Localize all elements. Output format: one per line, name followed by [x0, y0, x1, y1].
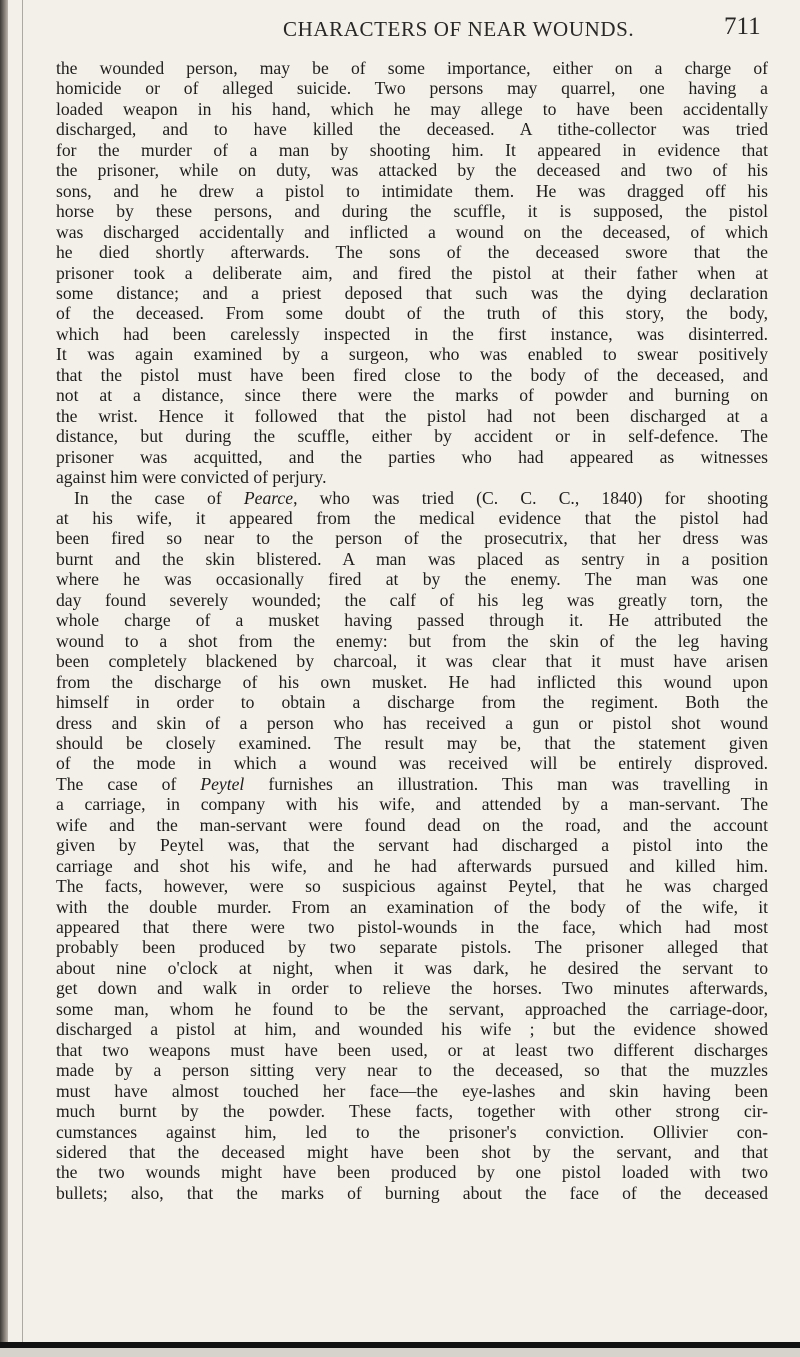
- text-line: The facts, however, were so suspicious against Peytel, that he was charged: [56, 876, 768, 897]
- body-text: [56, 58, 768, 1203]
- text-line: been fired so near to the person of the prosecutrix, that her dress was: [56, 528, 768, 549]
- text-line: prisoner took a deliberate aim, and fired the pistol at their father when at: [56, 262, 768, 283]
- text-line: wound to a shot from the enemy: but from the skin of the leg having: [56, 630, 768, 651]
- text-line: should be closely examined. The result may be, that the statement given: [56, 732, 768, 753]
- text-line: which had been carelessly inspected in the first instance, was disinterred.: [56, 323, 768, 344]
- text-line: much burnt by the powder. These facts, together with other strong cir-: [56, 1101, 768, 1122]
- text-line: sons, and he drew a pistol to intimidate them. He was dragged off his: [56, 180, 768, 201]
- text-line: discharged a pistol at him, and wounded his wife ; but the evidence showed: [56, 1019, 768, 1040]
- text-line: appeared that there were two pistol-wounds in the face, which had most: [56, 917, 768, 938]
- bottom-edge-shade: [0, 1348, 800, 1357]
- text-line: It was again examined by a surgeon, who was enabled to swear positively: [56, 344, 768, 365]
- text-line: some distance; and a priest deposed that such was the dying declaration: [56, 282, 768, 303]
- text-line: at his wife, it appeared from the medical evidence that the pistol had: [56, 507, 768, 528]
- text-line: wife and the man-servant were found dead on the road, and the account: [56, 814, 768, 835]
- text-line: burnt and the skin blistered. A man was placed as sentry in a position: [56, 548, 768, 569]
- text-line: from the discharge of his own musket. He had inflicted this wound upon: [56, 671, 768, 692]
- text-line: of the mode in which a wound was received will be entirely disproved.: [56, 753, 768, 774]
- text-line: a carriage, in company with his wife, and attended by a man-servant. The: [56, 794, 768, 815]
- text-line: horse by these persons, and during the scuffle, it is supposed, the pistol: [56, 201, 768, 222]
- text-line: been completely blackened by charcoal, it was clear that it must have arisen: [56, 651, 768, 672]
- text-line: not at a distance, since there were the marks of powder and burning on: [56, 385, 768, 406]
- text-line: that the pistol must have been fired close to the body of the deceased, and: [56, 364, 768, 385]
- text-line: made by a person sitting very near to the deceased, so that the muzzles: [56, 1060, 768, 1081]
- text-line: was discharged accidentally and inflicted a wound on the deceased, of which: [56, 221, 768, 242]
- text-line: carriage and shot his wife, and he had afterwards pursued and killed him.: [56, 855, 768, 876]
- text-line: for the murder of a man by shooting him. It appeared in evidence that: [56, 139, 768, 160]
- text-line: must have almost touched her face—the eye-lashes and skin having been: [56, 1080, 768, 1101]
- text-line: discharged, and to have killed the deceased. A tithe-collector was tried: [56, 119, 768, 140]
- text-line: loaded weapon in his hand, which he may allege to have been accidentally: [56, 98, 768, 119]
- text-line: the two wounds might have been produced by one pistol loaded with two: [56, 1162, 768, 1183]
- text-line: bullets; also, that the marks of burning about the face of the deceased: [56, 1182, 768, 1203]
- running-head: CHARACTERS OF NEAR WOUNDS.: [283, 17, 635, 41]
- text-line: given by Peytel was, that the servant had discharged a pistol into the: [56, 835, 768, 856]
- binding-shadow: [0, 0, 8, 1357]
- text-line: prisoner was acquitted, and the parties who had appeared as witnesses: [56, 446, 768, 467]
- text-line: cumstances against him, led to the prisoner's conviction. Ollivier con-: [56, 1121, 768, 1142]
- page-header: [0, 13, 800, 51]
- text-line: himself in order to obtain a discharge from the regiment. Both the: [56, 692, 768, 713]
- binding-edge: [22, 0, 23, 1357]
- text-line: In the case of Pearce, who was tried (C. C. C., 1840) for shooting: [74, 487, 768, 508]
- text-line: he died shortly afterwards. The sons of the deceased swore that the: [56, 242, 768, 263]
- text-line: get down and walk in order to relieve the horses. Two minutes afterwards,: [56, 978, 768, 999]
- text-line: The case of Peytel furnishes an illustration. This man was travelling in: [56, 773, 768, 794]
- page-number: 711: [724, 13, 761, 40]
- text-line: some man, whom he found to be the servant, approached the carriage-door,: [56, 998, 768, 1019]
- text-line: homicide or of alleged suicide. Two persons may quarrel, one having a: [56, 78, 768, 99]
- text-line: about nine o'clock at night, when it was dark, he desired the servant to: [56, 957, 768, 978]
- text-line: against him were convicted of perjury.: [56, 467, 327, 488]
- text-line: day found severely wounded; the calf of his leg was greatly torn, the: [56, 589, 768, 610]
- text-line: dress and skin of a person who has received a gun or pistol shot wound: [56, 712, 768, 733]
- text-line: that two weapons must have been used, or at least two different discharges: [56, 1039, 768, 1060]
- text-line: whole charge of a musket having passed through it. He attributed the: [56, 610, 768, 631]
- text-line: of the deceased. From some doubt of the truth of this story, the body,: [56, 303, 768, 324]
- text-line: the prisoner, while on duty, was attacked by the deceased and two of his: [56, 160, 768, 181]
- text-line: distance, but during the scuffle, either by accident or in self-defence. The: [56, 426, 768, 447]
- text-line: probably been produced by two separate pistols. The prisoner alleged that: [56, 937, 768, 958]
- text-line: sidered that the deceased might have been shot by the servant, and that: [56, 1142, 768, 1163]
- text-line: the wounded person, may be of some importance, either on a charge of: [56, 58, 768, 78]
- text-line: the wrist. Hence it followed that the pistol had not been discharged at a: [56, 405, 768, 426]
- text-line: where he was occasionally fired at by the enemy. The man was one: [56, 569, 768, 590]
- text-line: with the double murder. From an examination of the body of the wife, it: [56, 896, 768, 917]
